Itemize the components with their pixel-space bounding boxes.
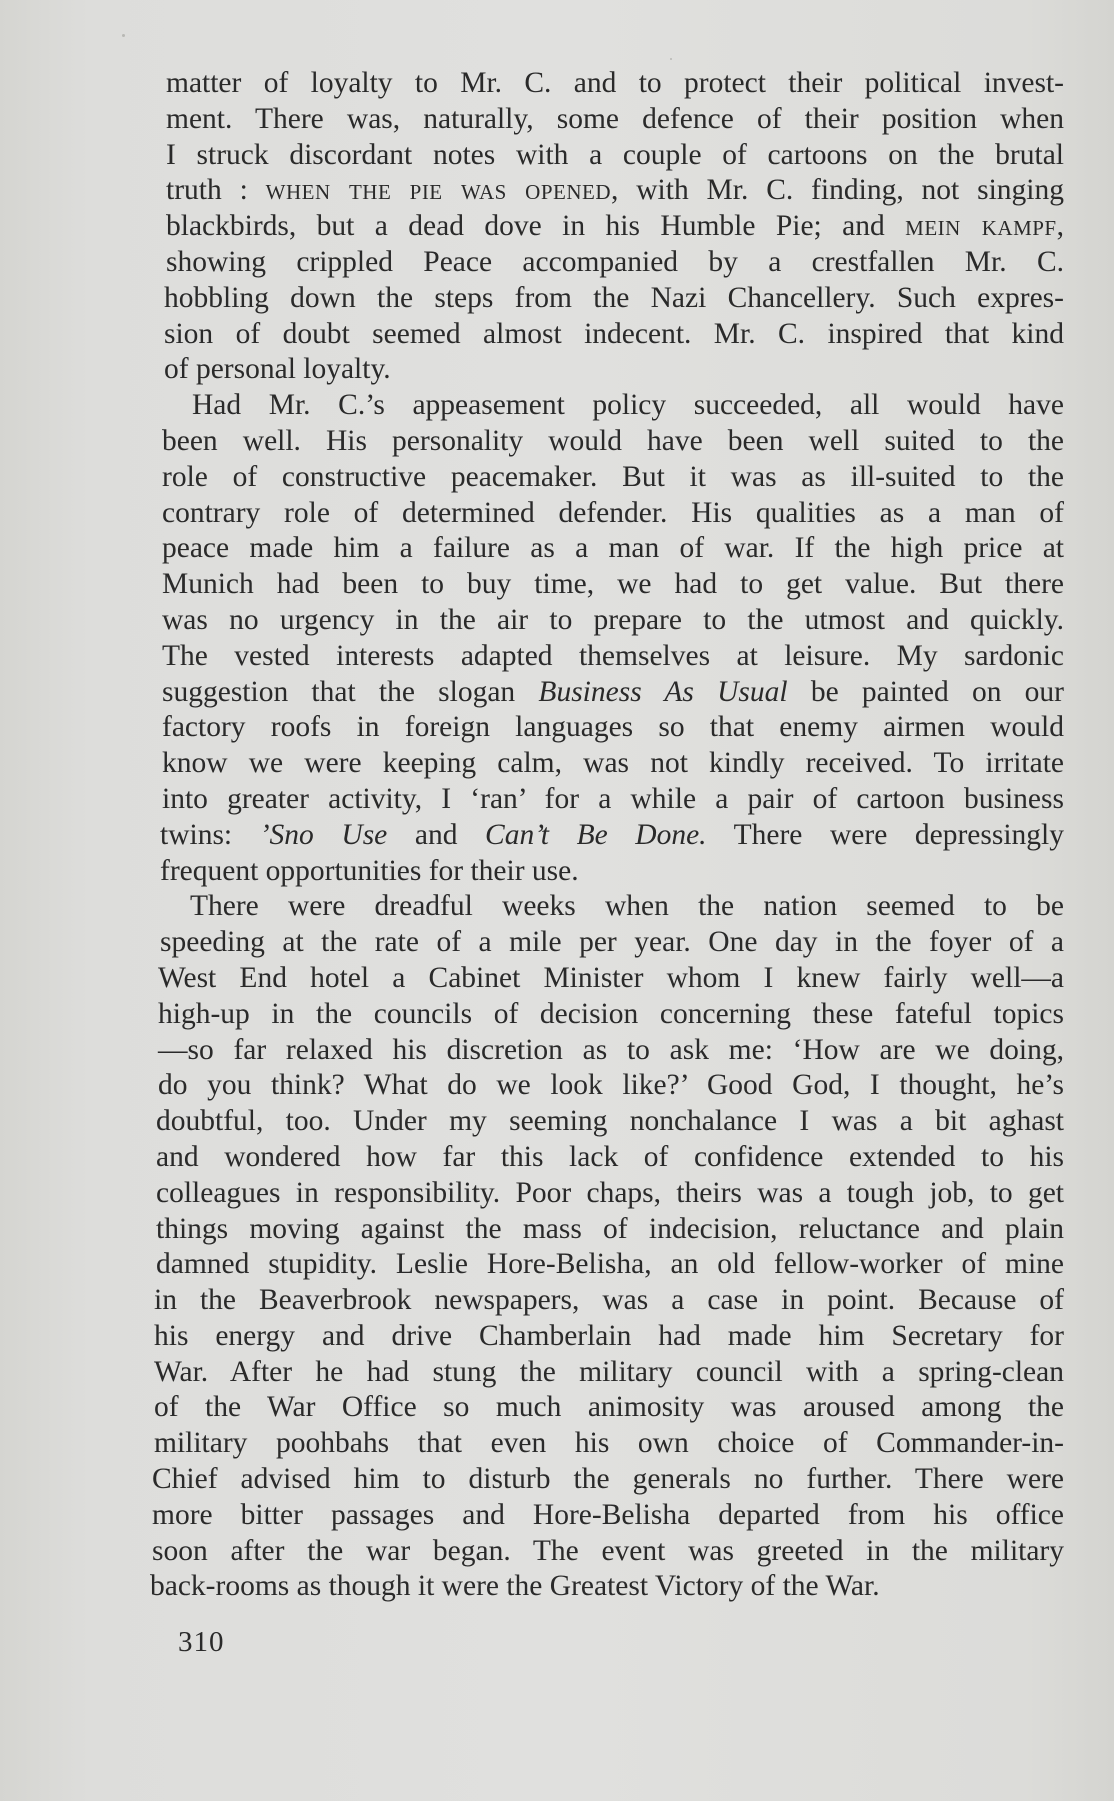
paper-speck (122, 34, 125, 37)
text-line (160, 818, 1064, 854)
text-segment: role of constructive peacemaker. But it was as ill-suited to the (162, 460, 1064, 493)
text-segment: There were dreadful weeks when the nation seemed to be (190, 890, 1064, 923)
text-line (166, 102, 1064, 138)
text-line (162, 746, 1064, 782)
text-line (152, 1462, 1064, 1498)
text-line (156, 1212, 1064, 1248)
text-segment: of the War Office so much animosity was aroused among the (154, 1391, 1064, 1424)
text-line (166, 138, 1064, 174)
text-line (164, 317, 1064, 353)
text-line (164, 281, 1064, 317)
text-line (162, 388, 1064, 424)
text-line (162, 782, 1064, 818)
text-segment: more bitter passages and Hore-Belisha departed from his office (152, 1498, 1064, 1531)
text-segment: do you think? What do we look like?’ Good God, I thought, he’s (158, 1069, 1064, 1102)
text-segment: matter of loyalty to Mr. C. and to protect their political invest- (166, 67, 1064, 99)
text-line (162, 424, 1064, 460)
text-line (154, 1319, 1064, 1355)
text-line (156, 1176, 1064, 1212)
paper-speck (670, 58, 672, 60)
text-line (162, 603, 1064, 639)
text-segment: Chief advised him to disturb the generals no further. There were (152, 1463, 1064, 1496)
text-line (158, 997, 1064, 1033)
text-segment: soon after the war began. The event was greeted in the military (152, 1534, 1064, 1567)
text-segment: contrary role of determined defender. His qualities as a man of (162, 496, 1064, 529)
text-segment: high-up in the councils of decision concerning these fateful topics (158, 997, 1064, 1030)
text-segment: military poohbahs that even his own choice of Commander-in- (154, 1427, 1064, 1460)
text-segment: be painted on our (787, 675, 1065, 708)
text-segment: into greater activity, I ‘ran’ for a while a pair of cartoon business (162, 782, 1064, 815)
text-line (154, 1426, 1064, 1462)
text-segment: colleagues in responsibility. Poor chaps, theirs was a tough job, to get (156, 1176, 1064, 1209)
text-line (154, 1355, 1064, 1391)
text-segment: frequent opportunities for their use. (160, 854, 579, 887)
text-segment: peace made him a failure as a man of war. If the high price at (162, 532, 1064, 565)
text-line (152, 1534, 1064, 1570)
text-segment: in the Beaverbrook newspapers, was a case in point. Because of (154, 1284, 1064, 1317)
text-line (154, 1283, 1064, 1319)
text-segment: I struck discordant notes with a couple of cartoons on the brutal (166, 138, 1064, 171)
text-segment: There were depressingly (706, 818, 1064, 851)
text-line (156, 1140, 1064, 1176)
text-line (158, 1068, 1064, 1104)
text-segment: Had Mr. C.’s appeasement policy succeeded, all would have (192, 389, 1064, 422)
text-segment: showing crippled Peace accompanied by a crestfallen Mr. C. (166, 245, 1064, 278)
text-segment: The vested interests adapted themselves at leisure. My sardonic (162, 639, 1064, 672)
text-segment: truth : (166, 174, 266, 207)
text-segment: and wondered how far this lack of confidence extended to his (156, 1140, 1064, 1173)
text-line (160, 889, 1064, 925)
small-caps-title: mein kampf (905, 210, 1057, 243)
text-segment: War. After he had stung the military council with a spring-clean (154, 1355, 1064, 1388)
text-segment: and (387, 818, 486, 851)
text-line (166, 209, 1064, 245)
text-segment: been well. His personality would have been well suited to the (162, 424, 1064, 457)
text-line (162, 639, 1064, 675)
page-number: 310 (178, 1626, 225, 1658)
text-segment: doubtful, too. Under my seeming nonchalance I was a bit aghast (156, 1105, 1064, 1138)
text-segment: his energy and drive Chamberlain had made him Secretary for (154, 1319, 1064, 1352)
text-line (156, 1104, 1064, 1140)
text-segment: of personal loyalty. (164, 353, 391, 386)
text-segment: know we were keeping calm, was not kindly received. To irritate (162, 747, 1064, 780)
italic-phrase: Business As Usual (538, 675, 788, 708)
text-line (166, 173, 1064, 209)
text-line (162, 710, 1064, 746)
text-line (162, 460, 1064, 496)
italic-phrase: Can’t Be Done. (485, 818, 707, 851)
text-segment: factory roofs in foreign languages so that enemy airmen would (162, 711, 1064, 744)
text-segment: Munich had been to buy time, we had to get value. But there (162, 568, 1064, 601)
text-segment: , (1056, 210, 1064, 243)
text-line (164, 352, 1064, 388)
text-segment: blackbirds, but a dead dove in his Humble Pie; and (166, 210, 906, 243)
text-segment: damned stupidity. Leslie Hore-Belisha, an old fellow-worker of mine (156, 1248, 1064, 1281)
text-segment: back-rooms as though it were the Greatest Victory of the War. (150, 1570, 880, 1603)
text-line (160, 854, 1064, 890)
text-line (154, 1390, 1064, 1426)
text-segment: , with Mr. C. finding, not singing (611, 174, 1064, 207)
text-segment: hobbling down the steps from the Nazi Chancellery. Such expres- (164, 281, 1064, 314)
text-segment: suggestion that the slogan (162, 675, 539, 708)
text-line (162, 675, 1064, 711)
text-segment: sion of doubt seemed almost indecent. Mr. C. inspired that kind (164, 317, 1064, 350)
text-line (162, 567, 1064, 603)
text-segment: speeding at the rate of a mile per year. One day in the foyer of a (160, 926, 1064, 959)
text-segment: —so far relaxed his discretion as to ask me: ‘How are we doing, (158, 1033, 1064, 1066)
text-segment: ment. There was, naturally, some defence of their position when (166, 102, 1064, 135)
text-line (158, 961, 1064, 997)
text-segment: things moving against the mass of indecision, reluctance and plain (156, 1212, 1064, 1245)
text-line (158, 1033, 1064, 1069)
italic-phrase: ’Sno Use (259, 818, 388, 851)
text-line (150, 1569, 1064, 1605)
small-caps-title: when the pie was opened (265, 174, 612, 207)
text-line (162, 531, 1064, 567)
text-line (166, 66, 1064, 102)
body-text (150, 66, 1065, 1605)
text-line (152, 1498, 1064, 1534)
text-line (166, 245, 1064, 281)
text-line (160, 925, 1064, 961)
text-segment: was no urgency in the air to prepare to the utmost and quickly. (162, 603, 1064, 636)
text-line (156, 1247, 1064, 1283)
text-segment: twins: (160, 818, 260, 851)
text-segment: West End hotel a Cabinet Minister whom I knew fairly well—a (158, 961, 1064, 994)
text-line (162, 496, 1064, 532)
